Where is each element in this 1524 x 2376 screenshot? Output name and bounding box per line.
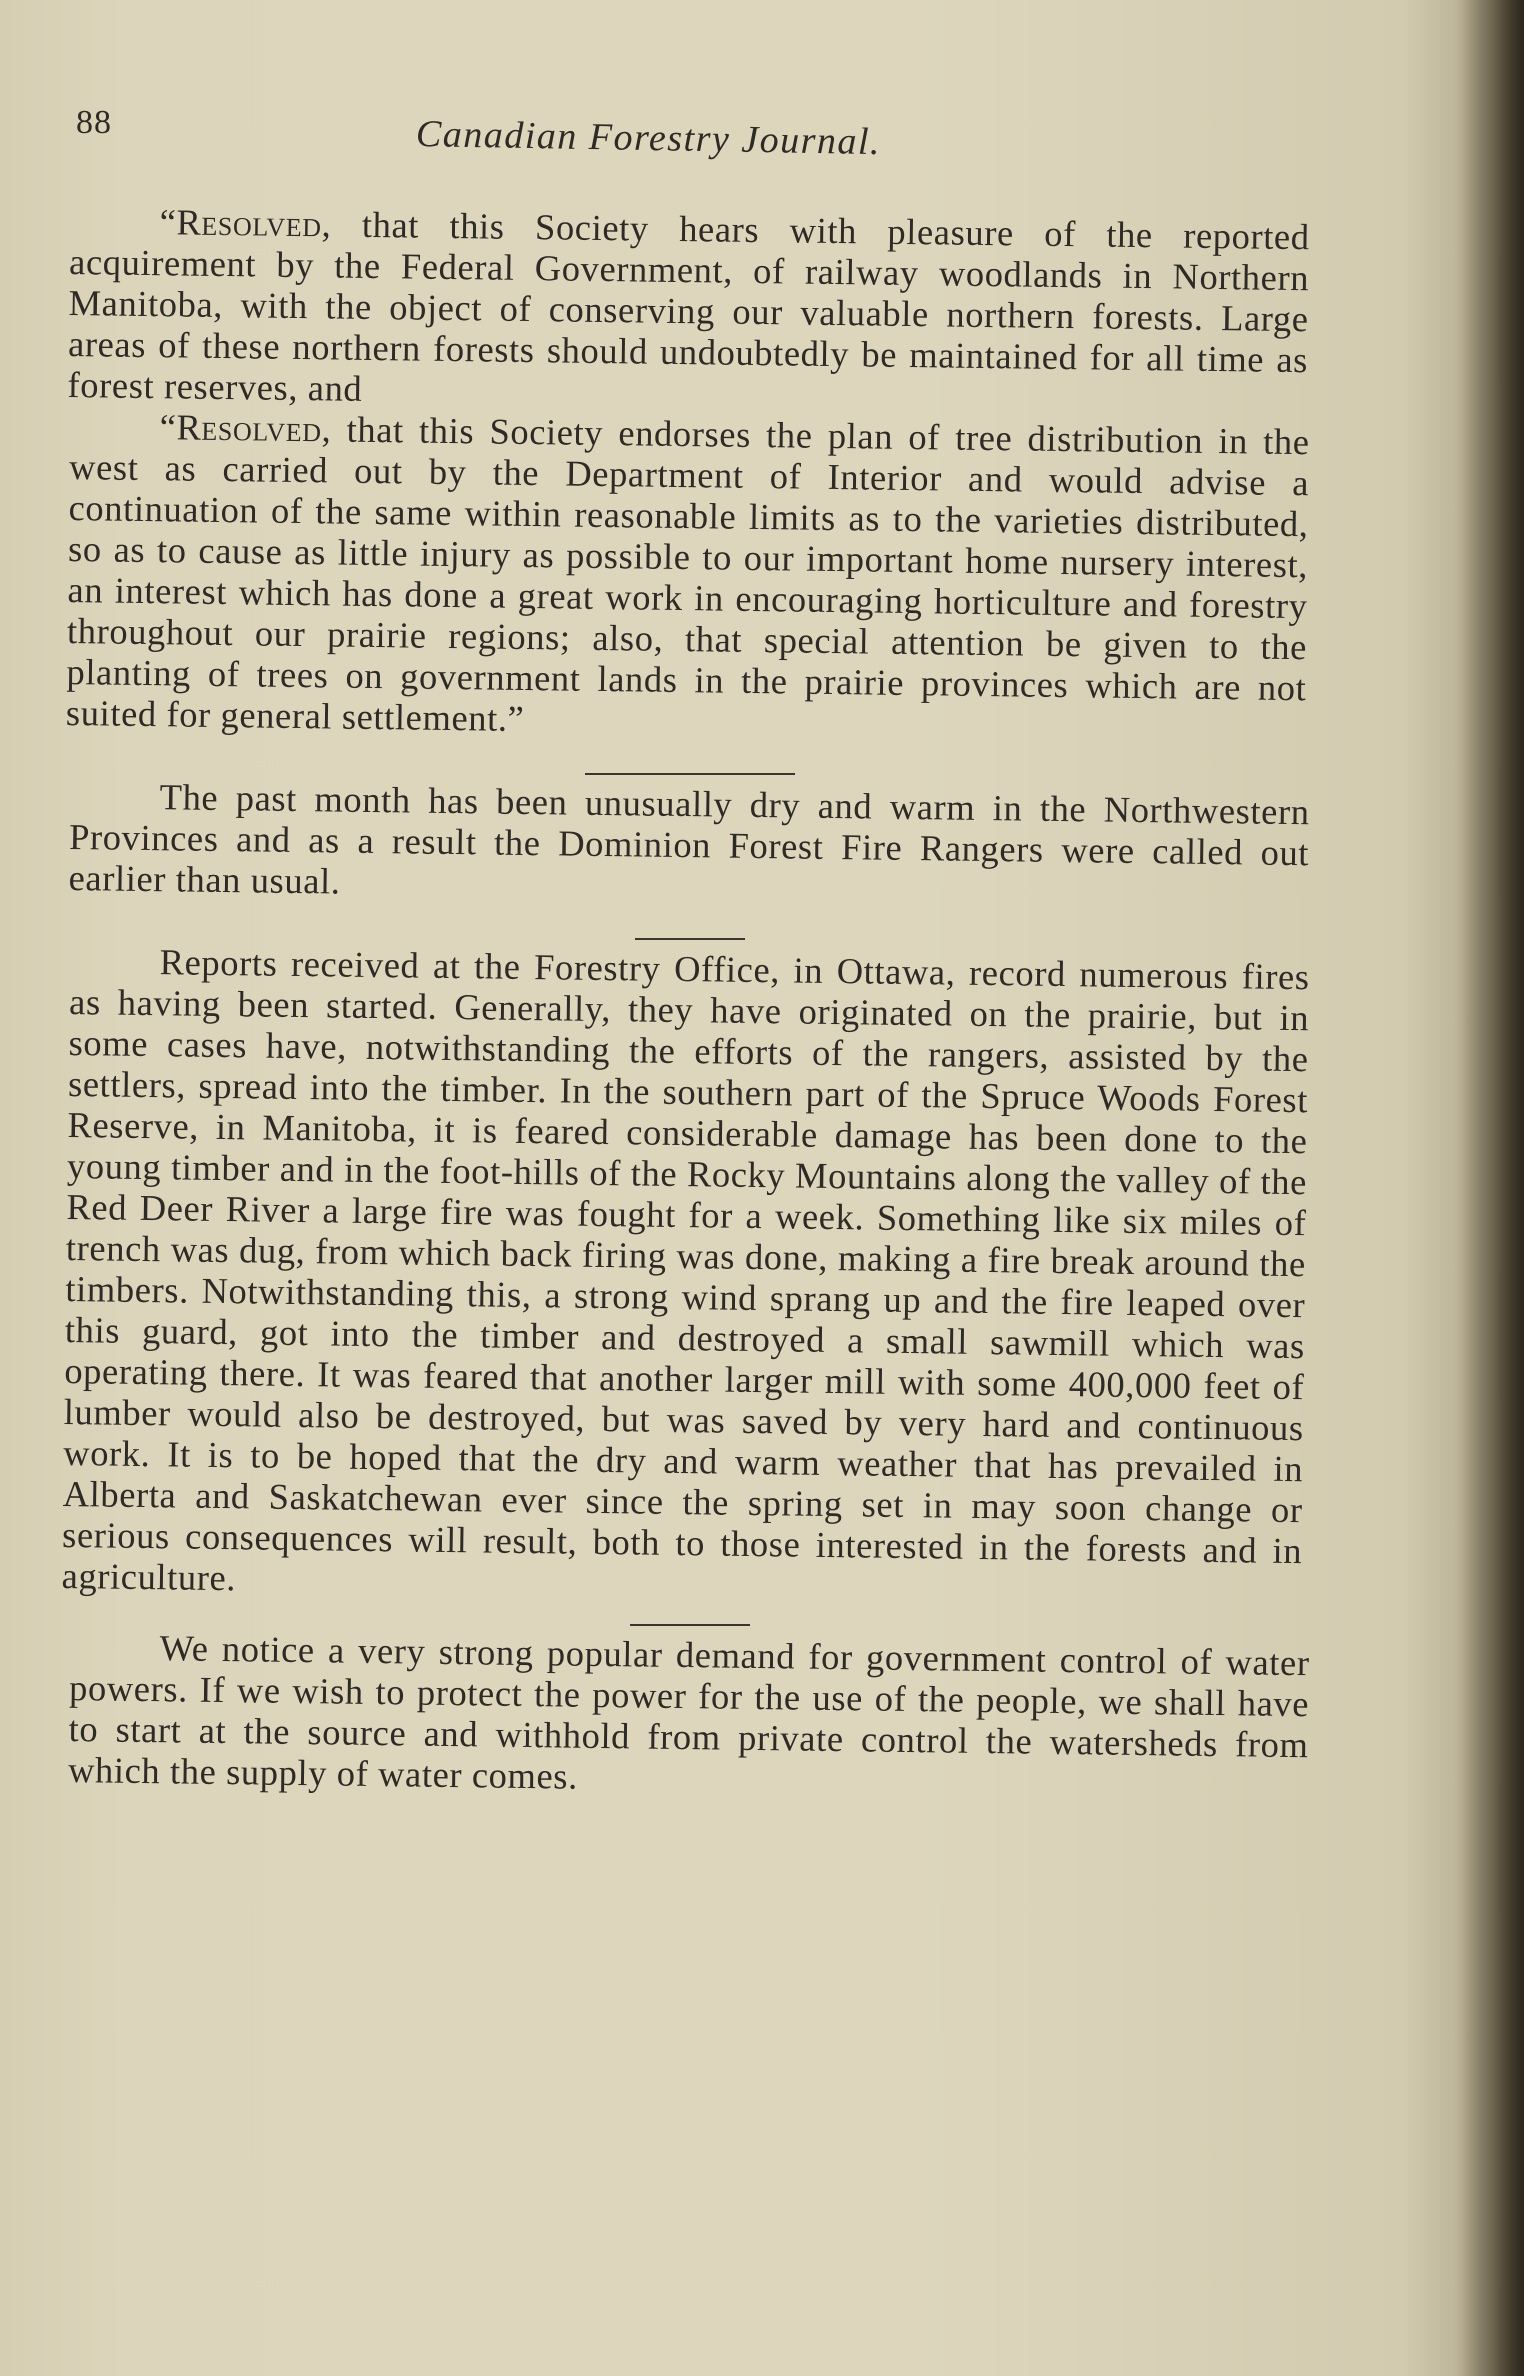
paragraph-text: that this Society endorses the plan of tree distribution in the west as carried out by the Department of Interior and would advise a continuation of the same within reasonable limits as to the varieties distributed, so as to cause as little injury as possible to our important home nursery interest, an interest which has done a great work in encouraging horticulture and forestry throughout our prairie regions; also, that special attention be given to the planting of trees on government lands in the prairie provinces which are not suited for general settlement.”	[65, 408, 1310, 739]
page-header	[76, 104, 1316, 164]
dry-weather-paragraph: The past month has been unusually dry and warm in the Northwestern Provinces and as a result the Dominion Forest Fire Rangers were called out earlier than usual.	[68, 776, 1310, 902]
binding-shadow	[1454, 0, 1524, 2376]
paragraph-text: that this Society hears with pleasure of the reported acquirement by the Federal Government, of railway woodlands in Northern Manitoba, with the object of conserving our valuable northern forests. Large areas of these northern forests should undoubtedly be maintained for all time as forest reserves, and	[67, 203, 1310, 409]
fire-reports-paragraph: Reports received at the Forestry Office, in Ottawa, record numerous fires as having been started. Generally, they have originated on the prairie, but in some cases have, notwithstanding the efforts of the rangers, assisted by the settlers, spread into the timber. In the southern part of the Spruce Woods Forest Reserve, in Manitoba, it is feared considerable damage has been done to the young timber and in the foot-hills of the Rocky Mountains along the valley of the Red Deer River a large fire was fought for a week. Something like six miles of trench was dug, from which back firing was done, making a fire break around the timbers. Notwithstanding this, a strong wind sprang up and the fire leaped over this guard, got into the timber and destroyed a small sawmill which was operating there. It was feared that another larger mill with some 400,000 feet of lumber would also be destroyed, but was saved by very hard and continuous work. It is to be hoped that the dry and warm weather that has prevailed in Alberta and Saskatchewan ever since the spring set in may soon change or serious consequences will result, both to those interested in the forests and in agriculture.	[61, 941, 1310, 1599]
resolution-paragraph-1	[67, 200, 1310, 421]
section-divider	[585, 773, 795, 775]
page-number: 88	[76, 104, 112, 141]
running-title: Canadian Forestry Journal.	[415, 113, 882, 164]
water-power-paragraph: We notice a very strong popular demand for government control of water powers. If we wish to protect the power for the use of the people, we shall have to start at the source and withhold from private control the watersheds from which the supply of water comes.	[67, 1627, 1310, 1797]
section-divider	[630, 1624, 750, 1626]
resolved-lead: “Resolved,	[159, 201, 332, 245]
resolution-paragraph-2	[66, 405, 1310, 749]
page-body	[61, 200, 1310, 1797]
section-divider	[635, 938, 745, 940]
resolved-lead: “Resolved,	[159, 406, 332, 450]
